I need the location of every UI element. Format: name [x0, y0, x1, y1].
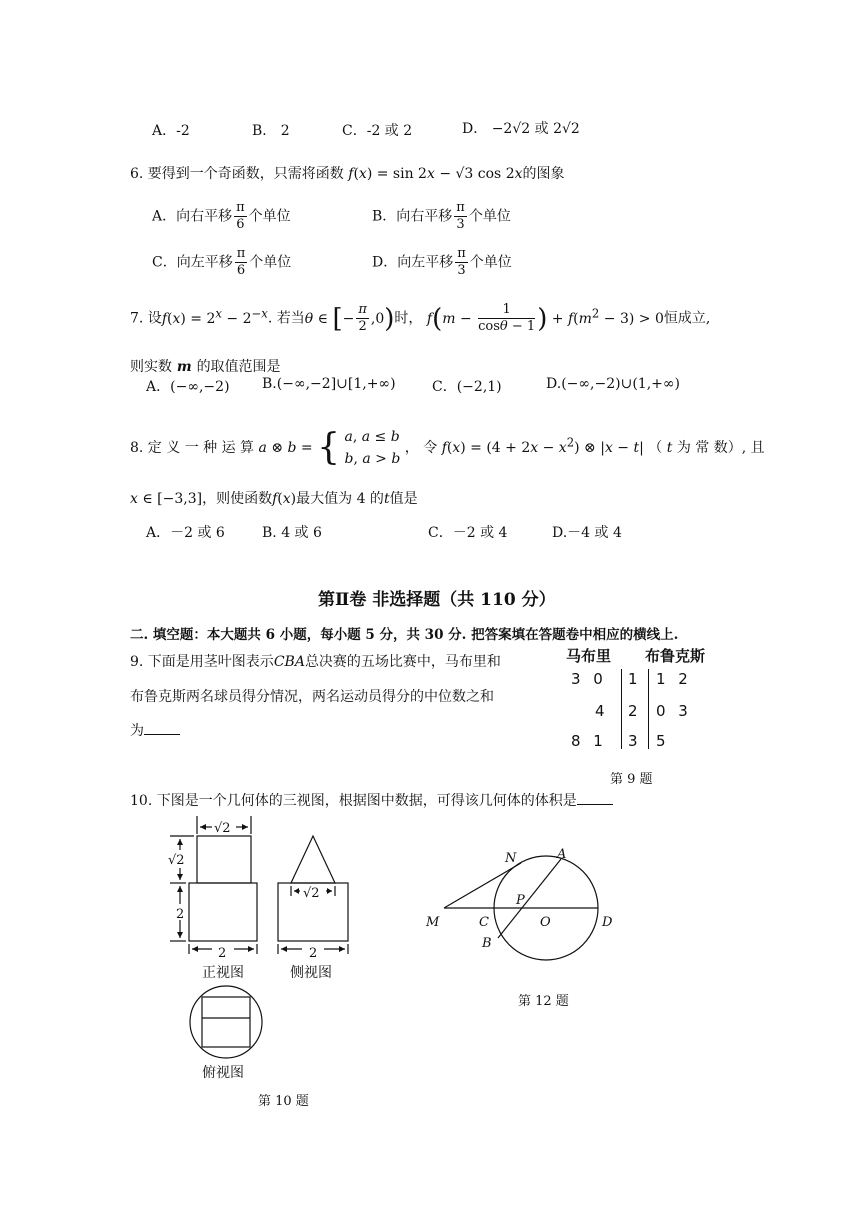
stem-leaf-left-header: 马布里 [566, 647, 612, 665]
q5-option-a: A．-2 [152, 123, 190, 139]
q9-line1: 9. 下面是用茎叶图表示CBA总决赛的五场比赛中，马布里和 [130, 654, 501, 670]
q10-caption: 第 10 题 [258, 1094, 309, 1109]
point-n-label: N [505, 851, 517, 866]
stem-leaf-row-left: 8 1 [571, 732, 607, 750]
svg-text:√2: √2 [214, 821, 231, 836]
q5-option-d: D． −2√2 或 2√2 [462, 121, 580, 137]
q9-caption: 第 9 题 [610, 772, 653, 787]
q6-option-c: C．向左平移 $\frac{\pi}{6}$ 个单位 [152, 246, 292, 278]
stem-leaf-right-header: 布鲁克斯 [645, 647, 706, 665]
q7-option-b: B.(−∞,−2]∪[1,+∞) [262, 376, 396, 392]
q12-circle-diagram [420, 840, 620, 970]
section-title: 第Ⅱ卷 非选择题（共 110 分） [318, 590, 556, 610]
q9-line2: 布鲁克斯两名球员得分情况，两名运动员得分的中位数之和 [130, 689, 494, 705]
top-view-square [202, 997, 250, 1047]
front-view-bottom-block [189, 883, 257, 941]
side-width-label: 2 [309, 946, 318, 961]
line-mn [444, 863, 521, 908]
side-view-triangle [291, 836, 335, 883]
q10-stem: 10. 下图是一个几何体的三视图，根据图中数据，可得该几何体的体积是 [130, 790, 613, 810]
point-c-label: C [479, 915, 489, 930]
q8-option-c: C．－2 或 4 [428, 525, 508, 541]
point-p-label: P [516, 893, 525, 908]
q5-option-b: B． 2 [252, 123, 290, 139]
q7-stem: 7. 设$f(x) = 2^x - 2^{-x}$. 若当θ ∈ [− $\frac{\pi}{2}$ ,0)时， f(m − $\frac{1}{\cos\theta - 1}$ ) + $f(m^2 - 3) > 0$恒成立, [130, 302, 711, 334]
top-view-label: 俯视图 [202, 1065, 244, 1081]
q8-option-d: D.－4 或 4 [552, 525, 622, 541]
stem-leaf-row-stem: 1 [628, 670, 642, 688]
q6-option-d: D．向左平移 $\frac{\pi}{3}$ 个单位 [372, 246, 512, 278]
point-b-label: B [482, 936, 492, 951]
stem-leaf-row-left: 4 [595, 702, 609, 720]
point-m-label: M [426, 915, 440, 930]
q5-option-c: C．-2 或 2 [342, 123, 413, 139]
front-height-label: 2 [176, 907, 185, 922]
point-o-label: O [540, 915, 551, 930]
q6-option-b: B．向右平移 $\frac{\pi}{3}$ 个单位 [372, 200, 511, 232]
q8-option-a: A．－2 或 6 [146, 525, 225, 541]
three-view-diagram [160, 812, 400, 1112]
q6-stem: 6. 要得到一个奇函数，只需将函数 f(x) = sin 2x − √3 cos 2x的图象 [130, 166, 565, 182]
fill-instructions: 二. 填空题：本大题共 6 小题，每小题 5 分，共 30 分. 把答案填在答题卷中相应的横线上. [130, 627, 679, 643]
stem-leaf-row-right: 0 3 [656, 702, 692, 720]
stem-leaf-row-left: 3 0 [571, 670, 607, 688]
stem-leaf-row-right: 5 [656, 732, 670, 750]
point-d-label: D [602, 915, 613, 930]
front-width-label: 2 [218, 946, 227, 961]
point-a-label: A [557, 847, 567, 862]
stem-leaf-row-stem: 3 [628, 732, 642, 750]
q12-caption: 第 12 题 [518, 994, 569, 1009]
front-view-label: 正视图 [202, 965, 244, 981]
front-view-top-block [197, 836, 251, 883]
q10-answer-blank [577, 792, 613, 805]
side-view-label: 侧视图 [290, 965, 332, 981]
svg-text:√2: √2 [303, 886, 320, 901]
q7-option-a: A．(−∞,−2) [146, 379, 230, 395]
q7-line2: 则实数 m 的取值范围是 [130, 359, 281, 375]
q9-answer-blank [144, 722, 180, 735]
q6-option-a: A．向右平移 $\frac{\pi}{6}$ 个单位 [152, 200, 291, 232]
stem-leaf-row-stem: 2 [628, 702, 642, 720]
svg-text:√2: √2 [168, 853, 185, 868]
q7-option-d: D.(−∞,−2)∪(1,+∞) [546, 376, 680, 392]
q9-line3: 为 [130, 720, 180, 740]
q8-stem: 8. 定 义 一 种 运 算 a ⊗ b = { a, a ≤ b b, a > b ， 令 $f(x) = (4 + 2x - x^2)$ ⊗ |x − t| （ t 为 常 数）, 且 [130, 427, 765, 468]
q8-line2: x ∈ [−3,3]，则使函数f(x)最大值为 4 的t值是 [130, 491, 418, 507]
stem-leaf-row-right: 1 2 [656, 670, 692, 688]
q8-option-b: B. 4 或 6 [262, 525, 322, 541]
q7-option-c: C．(−2,1) [432, 379, 502, 395]
